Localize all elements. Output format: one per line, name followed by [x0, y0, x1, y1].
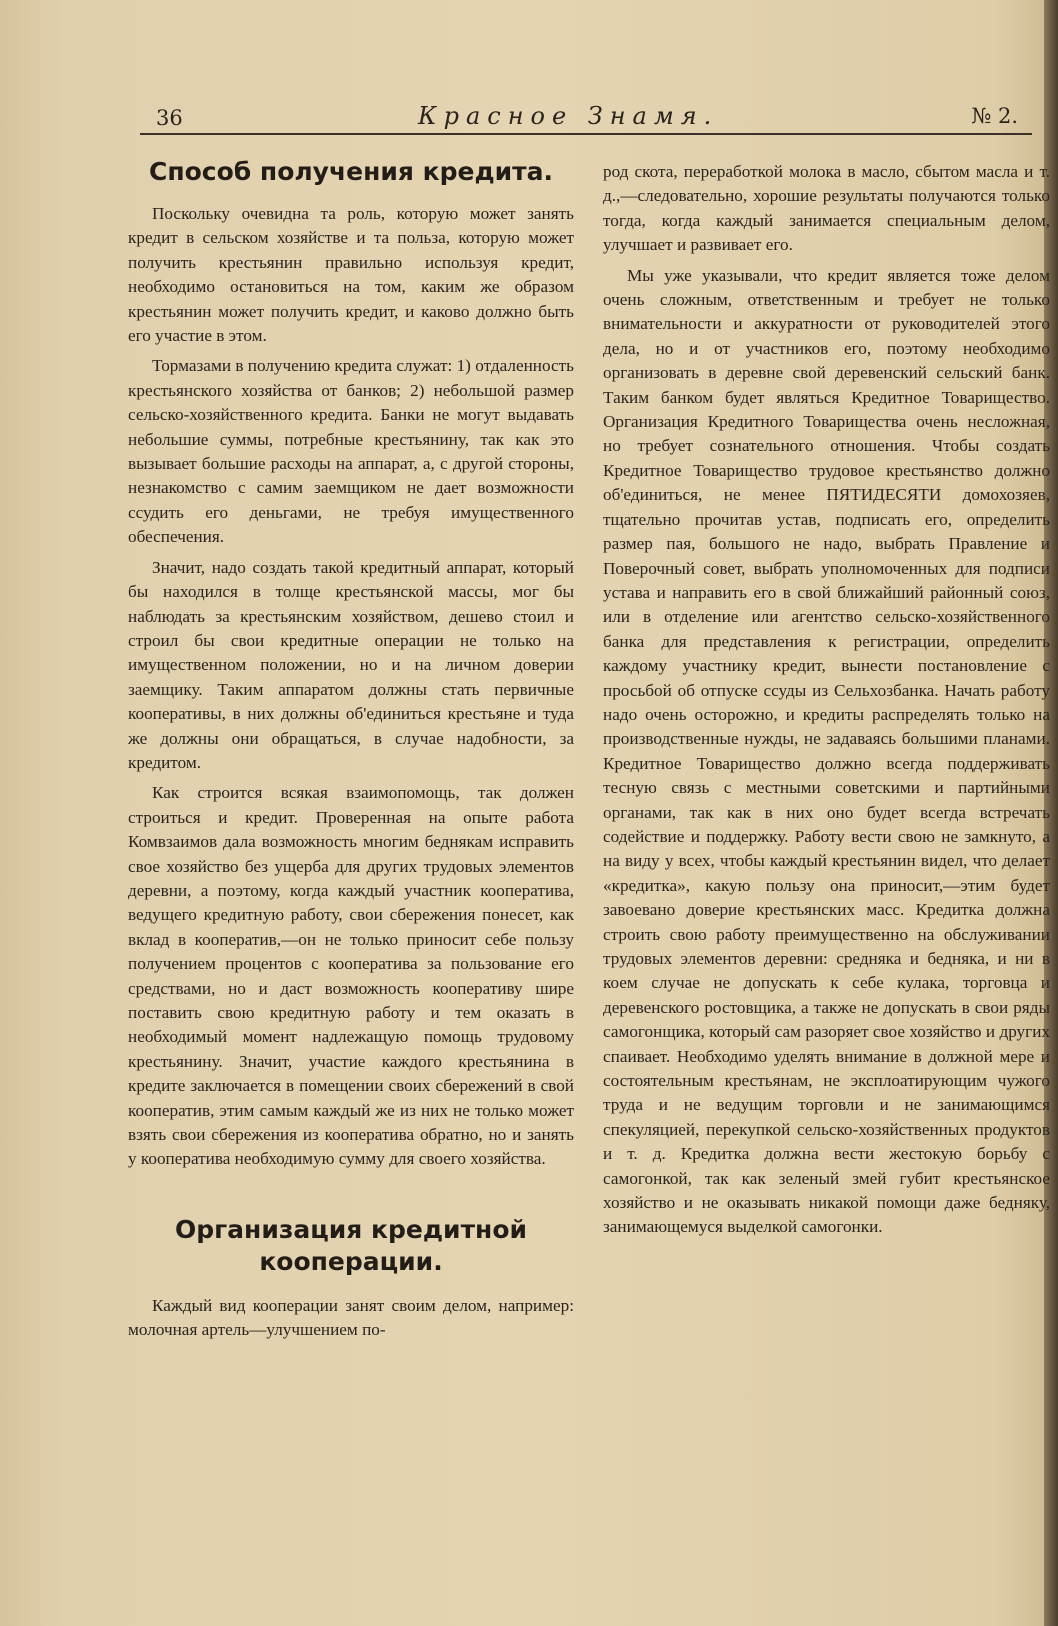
journal-title: Красное Знамя.: [418, 102, 719, 130]
section-heading-credit-cooperation: Организация кредитной кооперации.: [174, 1214, 528, 1276]
issue-number: № 2.: [971, 104, 1018, 128]
left-column: [128, 150, 574, 1349]
running-header: [150, 98, 1030, 138]
paragraph: Значит, надо создать такой кредитный аппарат, который бы находился в толще крестьянской массы, мог бы наблюдать за крестьянским хозяйством, дешево стоил и строил бы свои кредитные операции не только на имущественном положении, но и на личном доверии заемщику. Таким аппаратом должны стать первичные кооперативы, в них должны об'единиться крестьяне и туда же должны они обращаться, в случае надобности, за кредитом.: [128, 557, 574, 772]
header-rule: [140, 133, 1032, 135]
paragraph: Тормазами в получению кредита служат: 1) отдаленность крестьянского хозяйства от банков; 2) небольшой размер сельско-хозяйственного кредита. Банки не могут выдавать небольшие суммы, потребные крестьянину, так как это вызывает большие расходы на аппарат, а, с другой стороны, незнакомство с самим заемщиком не дает возможности ссудить его деньгами, не требуя имущественного обеспечения.: [128, 356, 574, 547]
page-number: 36: [156, 106, 183, 130]
paragraph-continued: род скота, переработкой молока в масло, сбытом масла и т. д.,—следовательно, хорошие результаты получаются только тогда, когда каждый занимается специальным делом, улучшает и развивает его.: [603, 162, 1050, 255]
section-heading-credit-method: Способ получения кредита.: [148, 157, 554, 186]
paragraph: Как строится всякая взаимопомощь, так должен строиться и кредит. Проверенная на опыте работа Комвзаимов дала возможность многим беднякам исправить свое хозяйство без ущерба для других трудовых элементов деревни, а поэтому, когда каждый участник кооператива, ведущего кредитную работу, свои сбережения понесет, как вклад в кооператив,—он не только приносит себе пользу получением процентов с кооператива за пользование его средствами, но и даст возможность кооперативу шире поставить свою кредитную работу и тем оказать в необходимый момент надлежащую помощь трудовому крестьянину. Значит, участие каждого крестьянина в кредите заключается в помещении своих сбережений в свой кооператив, этим самым каждый же из них не только может взять свои сбережения из кооператива обратно, но и занять у кооператива необходимую сумму для своего хозяйства.: [128, 783, 574, 1169]
right-column: [603, 160, 1050, 1246]
paragraph: Каждый вид кооперации занят своим делом, например: молочная артель—улучшением по-: [128, 1295, 574, 1340]
paragraph: Поскольку очевидна та роль, которую может занять кредит в сельском хозяйстве и та польза, которую может получить крестьянин правильно используя кредит, необходимо остановиться на том, каким же образом крестьянин может получить кредит, и каково должно быть его участие в этом.: [128, 204, 574, 346]
paragraph: Мы уже указывали, что кредит является тоже делом очень сложным, ответственным и требует не только внимательности и аккуратности от руководителей этого дела, но и от участников его, поэтому необходимо организовать в деревне свой деревенский сельский банк. Таким банком будет являться Кредитное Товарищество. Организация Кредитного Товарищества очень несложная, но требует сознательного отношения. Чтобы создать Кредитное Товарищество трудовое крестьянство должно об'единиться, не менее ПЯТИДЕСЯТИ домохозяев, тщательно прочитав устав, подписать его, определить размер пая, большого не надо, выбрать Правление и Поверочный совет, выбрать уполномоченных для подписи устава и направить его в свой ближайший районный союз, или в отделение или агентство сельско-хозяйственного банка для представления к регистрации, определить каждому участнику кредит, вынести постановление с просьбой об отпуске ссуды из Сельхозбанка. Начать работу надо очень осторожно, и кредиты распределять только на производственные нужды, не задаваясь большими планами. Кредитное Товарищество должно всегда поддерживать тесную связь с местными советскими и партийными органами, так как в них оно будет всегда встречать содействие и поддержку. Работу вести свою не замкнуто, а на виду у всех, чтобы каждый крестьянин видел, что делает «кредитка», какую пользу она приносит,—этим будет завоевано доверие крестьянских масс. Кредитка должна строить свою работу преимущественно на обслуживании трудовых элементов деревни: средняка и бедняка, и ни в коем случае не допускать к себе кулака, торговца и деревенского ростовщика, а также не допускать в свои ряды самогонщика, который сам разоряет свое хозяйство и других спаивает. Необходимо уделять внимание в должной мере и состоятельным крестьянам, не эксплоатирующим чужого труда и не ведущим торговли и не занимающимся спекуляцией, перекупкой сельско-хозяйственных продуктов и т. д. Кредитка должна вести жестокую борьбу с самогонкой, так как зеленый змей губит крестьянское хозяйство и не оказывать никакой помощи даже бедняку, занимающемуся выделкой самогонки.: [603, 265, 1050, 1237]
